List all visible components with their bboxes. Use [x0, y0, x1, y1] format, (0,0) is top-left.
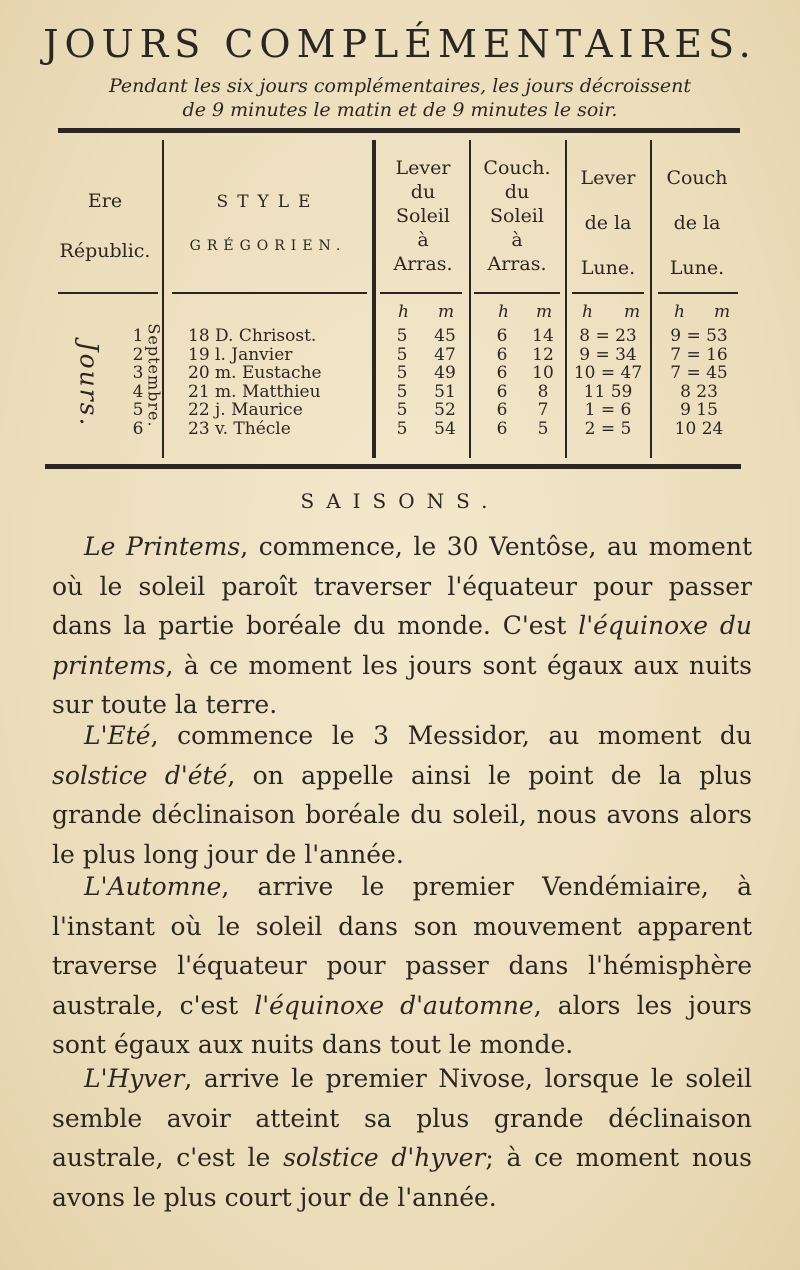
emphasis: l'équinoxe du printems	[52, 611, 752, 680]
table-cell-ls-m: 51	[434, 381, 456, 402]
emphasis: solstice d'hyver	[283, 1143, 486, 1172]
table-bottom-rule	[45, 464, 741, 469]
unit-h: h	[582, 302, 593, 322]
header-underline	[474, 292, 560, 294]
unit-m: m	[438, 302, 455, 322]
table-cell-cs-h: 6	[496, 344, 508, 365]
paragraph-hyver: L'Hyver, arrive le premier Nivose, lorsque le soleil semble avoir atteint sa plus grande déclinaison australe, c'est le solstice d'hyver; à ce moment nous avons le plus court jour de l'année.	[52, 1064, 752, 1212]
page-subtitle	[40, 74, 760, 122]
table-cell-ls-m: 54	[434, 419, 456, 439]
table-cell-cl: 9 = 53	[670, 326, 728, 346]
side-label-jours: Jours.	[74, 341, 104, 428]
header-couch-soleil: Couch. du Soleil à Arras.	[483, 157, 551, 275]
lead-term: Le Printems	[84, 532, 241, 561]
unit-h: h	[674, 302, 685, 322]
table-cell-ls-h: 5	[396, 419, 408, 439]
table-row	[0, 419, 800, 438]
table-cell-ll: 9 = 34	[579, 344, 637, 365]
header-lever-lune: Lever de la Lune.	[580, 167, 636, 279]
table-row	[0, 400, 800, 419]
table-cell-ll: 11 59	[583, 381, 633, 402]
header-underline	[58, 292, 158, 294]
side-label-month: Septembre.	[144, 323, 164, 428]
table-cell-num: 3	[132, 363, 144, 384]
table-top-rule	[58, 128, 740, 133]
paragraph-ete: L'Eté, commence le 3 Messidor, au moment du solstice d'été, on appelle ainsi le point de la plus grande déclinaison boréale du soleil, nous avons alors le plus long jour de l'année.	[52, 721, 752, 869]
subtitle-line-2: de 9 minutes le matin et de 9 minutes le soir.	[182, 99, 618, 121]
table-cell-num: 1	[132, 326, 144, 346]
table-row	[0, 382, 800, 401]
table-cell-ls-h: 5	[396, 363, 408, 384]
table-cell-greg: 23 v. Thécle	[188, 419, 291, 439]
table-row	[0, 363, 800, 382]
table-cell-greg: 19 l. Janvier	[188, 344, 293, 365]
unit-m: m	[714, 302, 731, 322]
table-cell-cl: 10 24	[674, 419, 724, 439]
lead-term: L'Eté	[84, 721, 151, 750]
table-cell-cs-h: 6	[496, 400, 508, 421]
unit-h: h	[498, 302, 509, 322]
table-cell-greg: 18 D. Chrisost.	[188, 326, 317, 346]
table-cell-ll: 10 = 47	[573, 363, 643, 384]
table-cell-cl: 8 23	[680, 381, 718, 402]
section-title-saisons: SAISONS.	[300, 489, 500, 513]
table-row	[0, 345, 800, 364]
table-cell-ls-m: 45	[434, 326, 456, 346]
header-era: Ere Républic.	[59, 190, 151, 262]
table-cell-cl: 7 = 16	[670, 344, 728, 365]
table-cell-num: 6	[132, 419, 144, 439]
table-cell-ls-h: 5	[396, 400, 408, 421]
table-row	[0, 326, 800, 345]
table-cell-cs-h: 6	[496, 419, 508, 439]
table-cell-ls-h: 5	[396, 344, 408, 365]
table-cell-ll: 2 = 5	[584, 419, 632, 439]
unit-m: m	[624, 302, 641, 322]
table-cell-cs-h: 6	[496, 326, 508, 346]
emphasis: solstice d'été	[52, 760, 228, 790]
table-cell-greg: 20 m. Eustache	[188, 363, 322, 384]
table-cell-cs-m: 5	[537, 419, 549, 439]
subtitle-line-1: Pendant les six jours complémentaires, les jours décroissent	[108, 75, 692, 97]
table-cell-greg: 22 j. Maurice	[188, 400, 303, 421]
table-cell-cs-m: 14	[532, 326, 554, 346]
table-cell-cs-h: 6	[496, 363, 508, 384]
table-cell-cs-m: 12	[532, 344, 554, 365]
header-couch-lune: Couch de la Lune.	[666, 167, 728, 279]
table-cell-ll: 8 = 23	[579, 326, 637, 346]
table-cell-num: 4	[132, 381, 144, 402]
table-cell-ls-h: 5	[396, 326, 408, 346]
header-lever-soleil: Lever du Soleil à Arras.	[393, 157, 453, 275]
table-cell-num: 5	[132, 400, 144, 421]
table-cell-ll: 1 = 6	[584, 400, 632, 421]
table-cell-ls-m: 49	[434, 363, 456, 384]
table-cell-cs-m: 7	[537, 400, 549, 421]
paragraph-printems: Le Printems, commence, le 30 Ventôse, au moment où le soleil paroît traverser l'équateur pour passer dans la partie boréale du monde. C'est l'équinoxe du printems, à ce moment les jours sont égaux aux nuits sur toute la terre.	[52, 532, 752, 719]
header-style: STYLE GRÉGORIEN.	[189, 192, 347, 254]
unit-h: h	[398, 302, 409, 322]
table-cell-cl: 7 = 45	[670, 363, 728, 384]
header-underline	[172, 292, 367, 294]
table-cell-cs-m: 8	[537, 381, 549, 402]
table-cell-greg: 21 m. Matthieu	[188, 381, 321, 402]
lead-term: L'Automne	[84, 872, 222, 901]
header-underline	[658, 292, 738, 294]
table-cell-num: 2	[132, 344, 144, 365]
paragraph-automne: L'Automne, arrive le premier Vendémiaire, à l'instant où le soleil dans son mouvement apparent traverse l'équateur pour passer dans l'hémisphère australe, c'est l'équinoxe d'automne, alors les jours sont égaux aux nuits dans tout le monde.	[52, 872, 752, 1059]
table-cell-cs-h: 6	[496, 381, 508, 402]
table-cell-ls-m: 47	[434, 344, 456, 365]
table-cell-ls-h: 5	[396, 381, 408, 402]
page-title: JOURS COMPLÉMENTAIRES.	[43, 22, 757, 66]
header-underline	[380, 292, 462, 294]
table-cell-cl: 9 15	[680, 400, 718, 421]
emphasis: l'équinoxe d'automne	[254, 990, 534, 1020]
table-cell-ls-m: 52	[434, 400, 456, 421]
lead-term: L'Hyver	[84, 1064, 185, 1093]
unit-m: m	[536, 302, 553, 322]
header-underline	[572, 292, 644, 294]
table-cell-cs-m: 10	[532, 363, 554, 384]
